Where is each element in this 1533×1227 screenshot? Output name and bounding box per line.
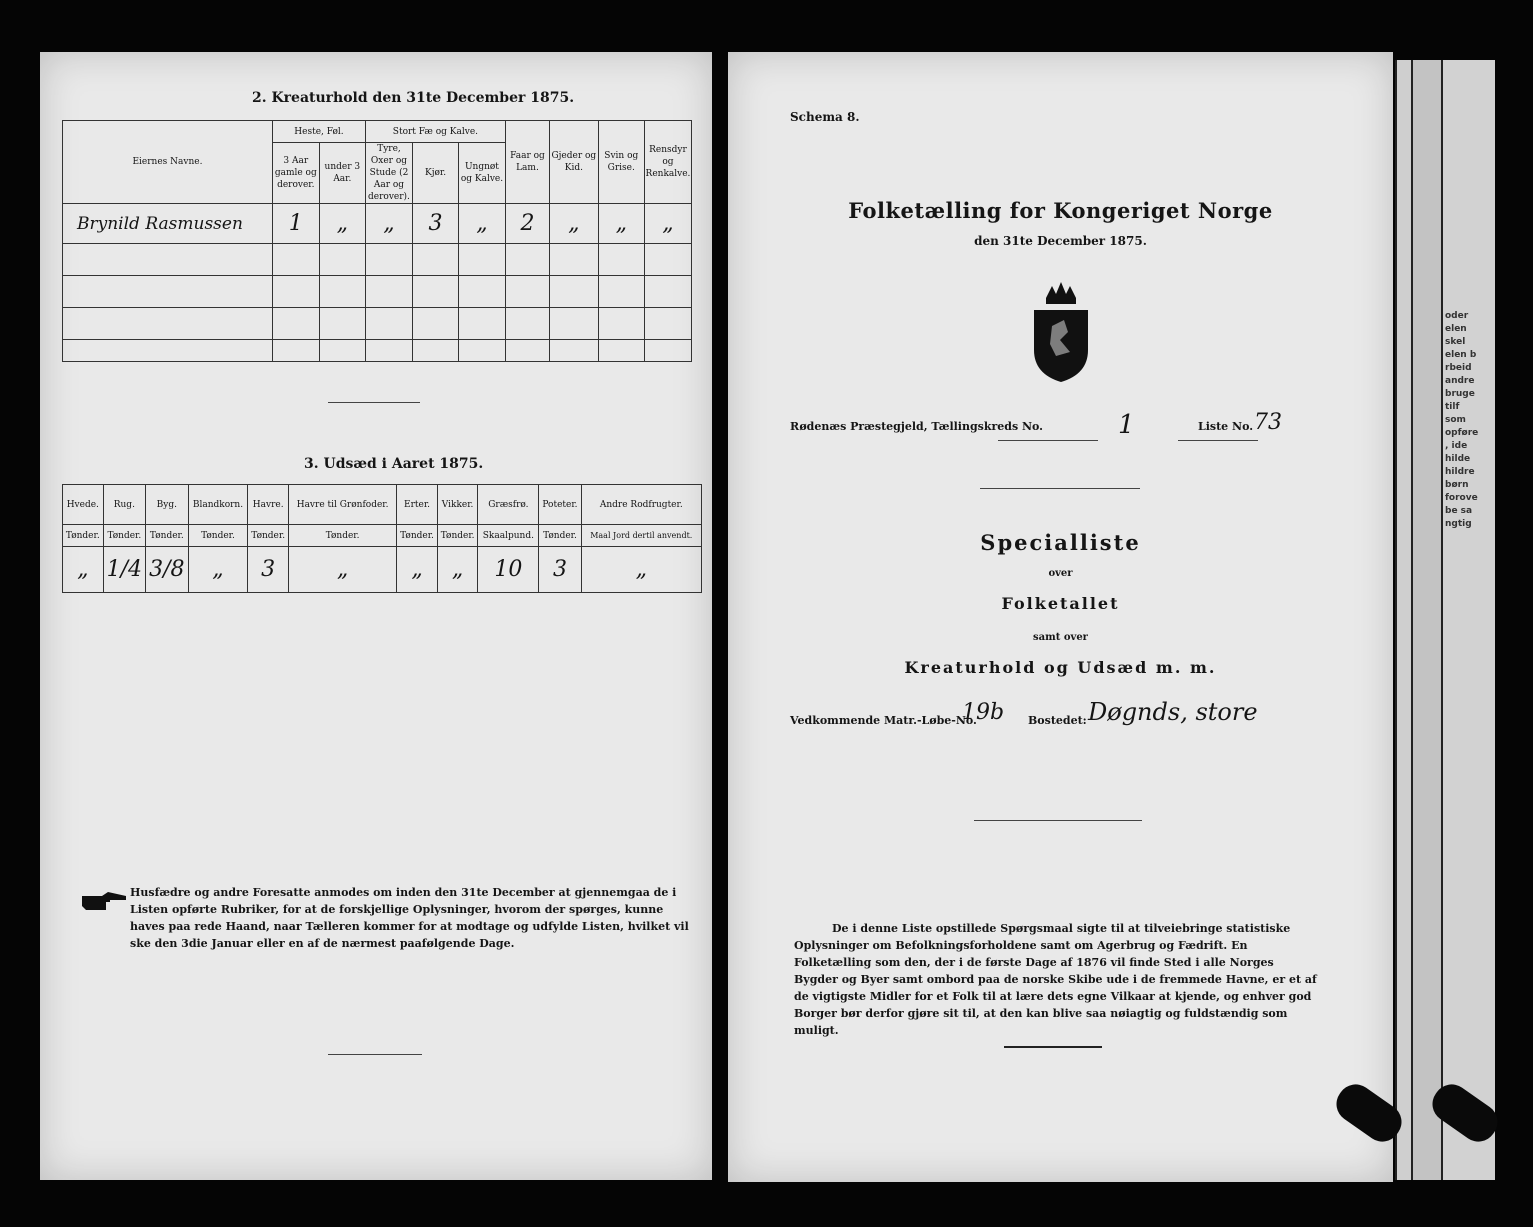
page-edges (1395, 60, 1505, 1180)
bosted-label: Bostedet: (1028, 714, 1087, 727)
seed-heading: 3. Udsæd i Aaret 1875. (304, 456, 484, 472)
seed-value: „ (188, 547, 248, 593)
seed-col-header: Erter. (397, 485, 438, 525)
value-cell: „ (366, 204, 413, 244)
table-row (63, 547, 702, 593)
sheep-col-header: Faar og Lam. (505, 121, 549, 204)
horses-young-header: under 3 Aar. (319, 143, 365, 204)
seed-table (62, 484, 702, 593)
seed-unit: Tønder. (103, 525, 145, 547)
seed-col-header: Andre Rodfrugter. (581, 485, 701, 525)
owner-col-header: Eiernes Navne. (63, 121, 273, 204)
seed-unit: Tønder. (146, 525, 188, 547)
value-cell: „ (319, 204, 365, 244)
final-rule (1004, 1046, 1102, 1048)
folketallet-label: Folketallet (1001, 594, 1120, 613)
calves-header: Ungnøt og Kalve. (459, 143, 506, 204)
matr-line (790, 700, 1350, 736)
seed-unit: Skaalpund. (478, 525, 539, 547)
over-label: over (1048, 568, 1073, 579)
bulls-header: Tyre, Oxer og Stude (2 Aar og derover). (366, 143, 413, 204)
page-edge (1441, 60, 1495, 1180)
pointing-hand-icon (80, 888, 128, 914)
goats-col-header: Gjeder og Kid. (550, 121, 598, 204)
horses-old-header: 3 Aar gamle og derover. (272, 143, 319, 204)
matr-number: 19b (962, 700, 1005, 725)
notice-text: Husfædre og andre Foresatte anmodes om inden den 31te December at gjennemgaa de i Listen opførte Rubriker, for at de forskjellige Oplysninger, hvorom der spørges, kunne haves paa rede Haand, naar Tælleren kommer for at modtage og udfylde Listen, hvilket vil ske den 3die Januar eller en af de nærmest paafølgende Dage. (130, 886, 689, 950)
cattle-group-header: Stort Fæ og Kalve. (366, 121, 506, 143)
bosted-value: Døgnds, store (1088, 698, 1258, 726)
seed-value: 3 (248, 547, 289, 593)
list-number: 73 (1254, 410, 1282, 435)
divider-rule (328, 402, 420, 403)
right-page (728, 52, 1393, 1182)
district-underline (998, 440, 1098, 441)
seed-value: „ (288, 547, 396, 593)
seed-col-header: Hvede. (63, 485, 104, 525)
value-cell: „ (459, 204, 506, 244)
seed-value: „ (437, 547, 478, 593)
seed-unit: Maal Jord dertil anvendt. (581, 525, 701, 547)
bottom-rule (328, 1054, 422, 1055)
form-title: Folketælling for Kongeriget Norge (848, 198, 1273, 223)
value-cell: „ (644, 204, 691, 244)
seed-unit: Tønder. (437, 525, 478, 547)
seed-col-header: Vikker. (437, 485, 478, 525)
livestock-heading: 2. Kreaturhold den 31te December 1875. (252, 90, 575, 106)
seed-col-header: Havre til Grønfoder. (288, 485, 396, 525)
value-cell: „ (550, 204, 598, 244)
district-number: 1 (1118, 410, 1135, 440)
seed-value: „ (63, 547, 104, 593)
table-row (63, 276, 692, 308)
district-line (790, 410, 1350, 440)
coat-of-arms-icon (1026, 280, 1096, 384)
seed-unit: Tønder. (188, 525, 248, 547)
table-row (63, 204, 692, 244)
table-row (63, 340, 692, 362)
table-row (63, 308, 692, 340)
seed-col-header: Havre. (248, 485, 289, 525)
middle-divider (974, 820, 1142, 821)
list-underline (1178, 440, 1258, 441)
special-title: Specialliste (980, 530, 1141, 555)
edge-fragment-text: oder elen skel elen b rbeid andre bruge tilf som opføre , ide hilde hildre børn forove be sa ngtig (1445, 311, 1479, 529)
seed-unit: Tønder. (397, 525, 438, 547)
owner-name: Brynild Rasmussen (63, 204, 273, 244)
value-cell: „ (598, 204, 644, 244)
list-label: Liste No. (1198, 420, 1254, 433)
seed-unit: Tønder. (63, 525, 104, 547)
horses-group-header: Heste, Føl. (272, 121, 365, 143)
seed-unit: Tønder. (539, 525, 581, 547)
value-cell: 2 (505, 204, 549, 244)
value-cell: 1 (272, 204, 319, 244)
page-edge (1411, 60, 1441, 1180)
page-edge (1395, 60, 1411, 1180)
value-cell: 3 (412, 204, 458, 244)
samt-over-label: samt over (1033, 632, 1088, 643)
seed-col-header: Græsfrø. (478, 485, 539, 525)
info-paragraph: De i denne Liste opstillede Spørgsmaal sigte til at tilveiebringe statistiske Oplysninger om Befolkningsforholdene samt om Agerbrug og Fædrift. En Folketælling som den, der i de første Dage af 1876 vil finde Sted i alle Norges Bygder og Byer samt ombord paa de norske Skibe ude i de fremmede Havne, er et af de vigtigste Midler for et Folk til at lære dets egne Vilkaar at kjende, og enhver god Borger bør derfor gjøre sit til, at den kan blive saa nøiagtig og fuldstændig som muligt. (794, 922, 1317, 1037)
seed-col-header: Byg. (146, 485, 188, 525)
seed-value: „ (581, 547, 701, 593)
seed-value: 1/4 (103, 547, 145, 593)
district-label: Rødenæs Præstegjeld, Tællingskreds No. (790, 420, 1044, 433)
kreatur-label: Kreaturhold og Udsæd m. m. (904, 658, 1217, 677)
matr-label: Vedkommende Matr.-Løbe-No. (790, 714, 977, 727)
left-page (40, 52, 712, 1180)
reindeer-col-header: Rensdyr og Renkalve. (644, 121, 691, 204)
seed-value: 3/8 (146, 547, 188, 593)
livestock-table (62, 120, 692, 362)
pigs-col-header: Svin og Grise. (598, 121, 644, 204)
seed-col-header: Poteter. (539, 485, 581, 525)
form-date: den 31te December 1875. (974, 234, 1147, 248)
schema-label: Schema 8. (790, 110, 860, 124)
title-divider (980, 488, 1140, 489)
seed-unit: Tønder. (248, 525, 289, 547)
table-row (63, 244, 692, 276)
seed-value: 10 (478, 547, 539, 593)
seed-value: „ (397, 547, 438, 593)
seed-value: 3 (539, 547, 581, 593)
cows-header: Kjør. (412, 143, 458, 204)
seed-col-header: Blandkorn. (188, 485, 248, 525)
seed-col-header: Rug. (103, 485, 145, 525)
seed-unit: Tønder. (288, 525, 396, 547)
